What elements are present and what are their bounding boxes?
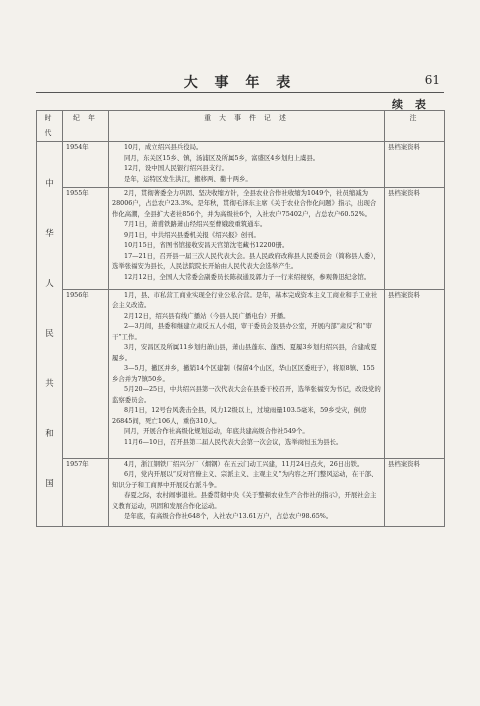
event-entry: 10月15日，省图书馆接收安昌天官第沈宅藏书12200册。	[124, 241, 289, 250]
note-cell: 县档案资料	[385, 289, 445, 458]
event-entry: 8月1日，12号台风袭击全县，风力12级以上，过境雨量103.5毫米，59乡受灾，倒房26845间，死亡106人，重伤310人。	[112, 406, 367, 425]
event-entry: 12月，设中国人民银行绍兴县支行。	[124, 164, 228, 172]
year-cell: 1957年	[63, 458, 109, 526]
era-char: 和	[45, 429, 54, 439]
event-entry: 2—3月间，县委和继建立肃反五人小组，审干委员会及县办公室，开展内部“肃反”和“审干”工作。	[112, 322, 372, 341]
continued-label: 续 表	[392, 98, 430, 111]
year-cell: 1955年	[63, 187, 109, 289]
page-number: 61	[424, 73, 440, 87]
page-title: 大 事 年 表	[183, 75, 297, 91]
event-entry: 同月，开展合作社高级化规划运动，年底共建高级合作社549个。	[124, 427, 309, 436]
table-row	[37, 289, 445, 458]
event-entry: 17—21日，召开县一届三次人民代表大会。县人民政府改称县人民委员会（简称县人委），选举张福安为县长，人民法院院长开始由人民代表大会选举产生。	[112, 251, 380, 271]
note-cell: 县档案资料	[385, 458, 445, 526]
event-entry: 10月，成立绍兴县兵役局。	[124, 143, 203, 151]
year-cell: 1954年	[63, 142, 109, 188]
event-entry: 6月，党内开展以“反对官僚主义、宗派主义、主观主义”为内容之开门整风运动，在干部、知识分子和工商界中开展反右派斗争。	[112, 470, 378, 489]
event-entry: 5月20—25日，中共绍兴县第一次代表大会在县委干校召开，选举张福安为书记，改设党的监察委员会。	[112, 385, 381, 404]
event-entry: 同月，东关区15乡、镇，汤浦区及所属5乡，富盛区4乡划归上虞县。	[124, 153, 320, 162]
event-entry: 7月1日，萧甫铁路萧山经绍兴至曹娥段重筑通车。	[124, 220, 267, 229]
event-entry: 2月，贯彻著委全力巩固、坚决收缩方针，全县农业合作社收缩为1049个，社员缩减为28006户，占总农户23.3%。是年秋，贯彻毛泽东主席《关于农业合作化问题》指示，出现合作化高潮，全县扩大老社856个，并为高级社6个，入社农户75402户，占总农户60.52%。	[112, 188, 377, 218]
era-char: 华	[45, 229, 54, 239]
events-cell	[109, 187, 385, 289]
events-cell	[109, 142, 385, 188]
year-cell: 1956年	[63, 289, 109, 458]
era-char: 人	[45, 279, 54, 289]
events-cell	[109, 289, 385, 458]
note-cell: 县档案资料	[385, 142, 445, 188]
header-rule	[36, 92, 444, 93]
page-header	[36, 68, 444, 90]
events-cell	[109, 458, 385, 526]
event-entry: 是年，运特区发生洪江，搬移两、衢十两乡。	[124, 174, 252, 183]
event-entry: 9月1日，中共绍兴县委机关报《绍兴报》创刊。	[124, 230, 260, 239]
column-header-year: 纪 年	[63, 111, 109, 142]
table-header-row	[37, 111, 445, 142]
event-entry: 1月，县、市私营工商业实现全行业公私合营。是年，基本完成资本主义工商业和手工业社会主义改造。	[112, 290, 378, 310]
era-char: 民	[45, 329, 54, 339]
era-char: 中	[45, 179, 54, 189]
column-header-events: 重 大 事 件 记 述	[109, 111, 385, 142]
event-entry: 2月12日，绍兴县有线广播站（今县人民广播电台）开播。	[124, 311, 290, 320]
column-header-era: 时代	[37, 111, 63, 142]
event-entry: 3月，安昌区及所属11乡划归萧山县，萧山县蓬东、蓬西、夏履3乡划归绍兴县，合建成夏履乡。	[112, 343, 377, 362]
event-entry: 是年底，有高级合作社648个，入社农户13.61万户，占总农户98.65%。	[124, 512, 333, 521]
era-char: 共	[45, 379, 54, 389]
note-cell: 县档案资料	[385, 187, 445, 289]
table-row	[37, 458, 445, 526]
event-entry: 3—5月，撤区并乡，撤销14个区建制（保留4个山区，华山区区委班子），将原8镇、155乡合并为7镇50乡。	[112, 364, 375, 383]
chronology-table	[36, 110, 445, 527]
table-row	[37, 187, 445, 289]
table-row	[37, 142, 445, 188]
event-entry: 11月6—10日，召开县第二届人民代表大会第一次会议，选举商恒玉为县长。	[124, 437, 343, 446]
event-entry: 4月，浙江钢铁厂绍兴分厂（烟钢）在五云门动工兴建，11月24日点火，26日出铁。	[124, 459, 364, 468]
era-cell	[37, 142, 63, 527]
era-char: 国	[45, 479, 54, 489]
column-header-note: 注	[385, 111, 445, 142]
event-entry: 春夏之际，农村闹事退社。县委贯彻中央《关于整顿农业生产合作社的指示》，开展社会主义教育运动，巩固和发展合作化运动。	[112, 491, 377, 510]
event-entry: 12月12日，全国人大常委会副委员长陈叔通及郭力子一行来绍视察，参观鲁迅纪念馆。	[124, 272, 371, 281]
